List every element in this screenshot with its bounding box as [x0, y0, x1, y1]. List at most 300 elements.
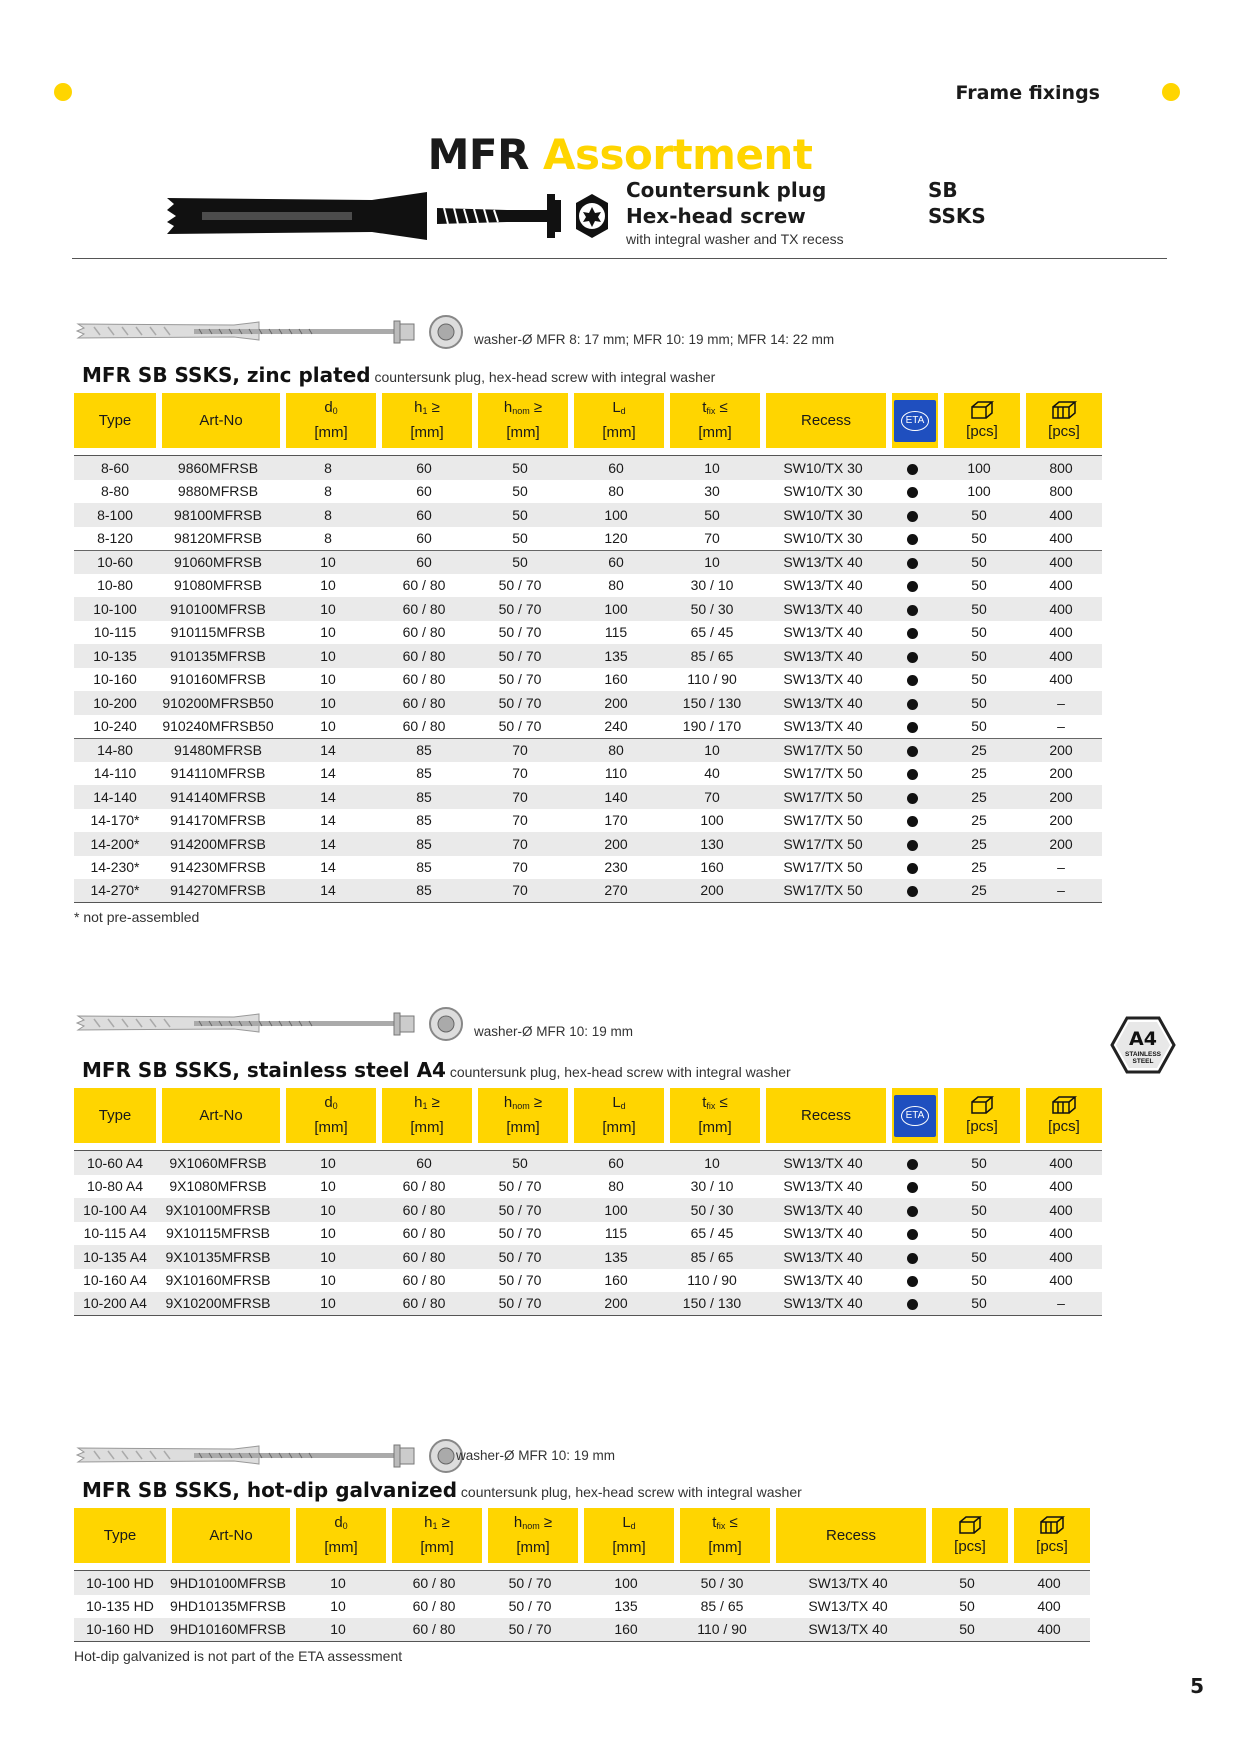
cell: SW13/TX 40 — [783, 577, 863, 594]
cell: 14 — [320, 765, 336, 782]
table-row — [74, 1222, 1102, 1246]
cell: SW17/TX 50 — [760, 738, 886, 762]
cell: 10-80 — [97, 577, 133, 594]
cell: 400 — [1049, 530, 1073, 547]
cell: 50 — [512, 530, 528, 547]
cell: 9X10115MFRSB — [165, 1225, 270, 1242]
hero-codes — [928, 177, 986, 229]
cell: 190 / 170 — [682, 718, 742, 735]
bullet-icon — [907, 605, 918, 616]
cell: 160 — [604, 1272, 628, 1289]
cell: 50 — [938, 1151, 1020, 1175]
cell: SW17/TX 50 — [783, 765, 863, 782]
cell: 9X1080MFRSB — [169, 1178, 267, 1195]
hero-description — [626, 177, 844, 247]
cell: 240 — [604, 718, 628, 735]
cell: 10 — [290, 1571, 386, 1595]
cell: 50 — [512, 483, 528, 500]
cell: 914140MFRSB — [156, 785, 280, 809]
cell: 50 / 70 — [498, 624, 542, 641]
col-hnom: $h_{nom}$ ≥ [mm] — [482, 1508, 578, 1563]
decor-dot-right — [1162, 83, 1180, 101]
cell: 10-160 HD — [74, 1618, 166, 1642]
cell: SW17/TX 50 — [760, 785, 886, 809]
cell: 9HD10135MFRSB — [170, 1598, 286, 1615]
cell: 10-135 A4 — [74, 1245, 156, 1269]
eta-mark — [886, 762, 938, 786]
bullet-icon — [907, 793, 918, 804]
cell: 50 / 70 — [472, 644, 568, 668]
cell: 14-110 — [93, 765, 137, 782]
cell: 85 / 65 — [664, 1245, 760, 1269]
page-number: 5 — [1190, 1674, 1204, 1698]
cell: 50 — [938, 1198, 1020, 1222]
table-row — [74, 644, 1102, 668]
cell: 10 — [330, 1598, 346, 1615]
cell: 85 — [416, 765, 432, 782]
table-row — [74, 1595, 1090, 1619]
cell: 400 — [1049, 1178, 1073, 1195]
cell: 400 — [1020, 597, 1102, 621]
cell: 10 — [320, 1272, 336, 1289]
cell: 70 — [664, 785, 760, 809]
cell: SW10/TX 30 — [760, 503, 886, 527]
cell: 14-170* — [90, 812, 140, 829]
cell: 85 — [376, 832, 472, 856]
cell: 65 / 45 — [690, 1225, 734, 1242]
cell: 8-60 — [74, 456, 156, 480]
a4-badge-line1: STAINLESS — [1125, 1051, 1161, 1058]
cell: 8-80 — [100, 483, 130, 500]
cell: 400 — [1020, 503, 1102, 527]
cell: 50 — [926, 1618, 1008, 1642]
cell: 100 — [938, 456, 1020, 480]
hero-product-icon — [162, 190, 612, 242]
col-hnom: $h_{nom}$ ≥ [mm] — [472, 1088, 568, 1143]
cell: 70 — [512, 812, 528, 829]
table-row — [74, 856, 1102, 880]
col-artno: Art-No — [166, 1508, 290, 1563]
cell: 110 — [604, 765, 628, 782]
cell: 10 — [664, 550, 760, 574]
cell: SW13/TX 40 — [760, 550, 886, 574]
cell: 9X10135MFRSB — [156, 1245, 280, 1269]
cell: 60 — [416, 483, 432, 500]
cell: 91060MFRSB — [156, 550, 280, 574]
cell: 50 — [472, 456, 568, 480]
cell: 135 — [614, 1598, 638, 1615]
cell: 60 — [376, 456, 472, 480]
eta-mark — [886, 1269, 938, 1293]
cell: 60 — [416, 530, 432, 547]
cell: SW13/TX 40 — [760, 1198, 886, 1222]
cell: 100 — [967, 483, 991, 500]
eta-mark — [886, 456, 938, 480]
zinc-section-title-bold: MFR SB SSKS, zinc plated — [82, 363, 371, 387]
hd-section-title — [82, 1478, 802, 1502]
table-row — [74, 1618, 1090, 1642]
cell: 170 — [604, 812, 628, 829]
cell: 60 — [376, 503, 472, 527]
col-type: Type — [74, 1508, 166, 1563]
cell: 200 — [1020, 832, 1102, 856]
cell: 80 — [608, 577, 624, 594]
cell: 200 — [568, 832, 664, 856]
cell: 9X10160MFRSB — [165, 1272, 271, 1289]
divider — [72, 258, 1167, 259]
eta-mark — [886, 856, 938, 880]
cell: 9860MFRSB — [156, 456, 280, 480]
cell: 200 — [1049, 765, 1073, 782]
table-row — [74, 691, 1102, 715]
col-hnom: $h_{nom}$ ≥ [mm] — [472, 393, 568, 448]
cell: 10-115 A4 — [83, 1225, 147, 1242]
cell: 400 — [1037, 1598, 1061, 1615]
col-eta — [886, 1088, 938, 1143]
cell: 130 — [664, 832, 760, 856]
cell: SW13/TX 40 — [783, 1178, 863, 1195]
hd-footnote: Hot-dip galvanized is not part of the ETA assessment — [74, 1647, 403, 1664]
bullet-icon — [907, 1299, 918, 1310]
bullet-icon — [907, 511, 918, 522]
a4-section-title-bold: MFR SB SSKS, stainless steel A4 — [82, 1058, 446, 1082]
cell: 400 — [1020, 644, 1102, 668]
eta-mark — [886, 715, 938, 739]
col-pcs-carton: [pcs] — [1008, 1508, 1090, 1563]
cell: 50 — [971, 577, 987, 594]
cell: 914110MFRSB — [170, 765, 266, 782]
cell: 135 — [568, 1245, 664, 1269]
cell: 160 — [700, 859, 724, 876]
box-icon — [970, 1095, 994, 1115]
cell: 50 — [926, 1571, 1008, 1595]
a4-badge-line2: STEEL — [1132, 1058, 1154, 1065]
cell: SW17/TX 50 — [760, 879, 886, 903]
cell: 25 — [938, 832, 1020, 856]
cell: 110 / 90 — [674, 1618, 770, 1642]
cell: 8 — [280, 456, 376, 480]
carton-icon — [1039, 1515, 1065, 1535]
table-row — [74, 550, 1102, 574]
cell: – — [1057, 859, 1065, 876]
cell: 60 — [568, 550, 664, 574]
cell: 10 — [664, 1151, 760, 1175]
table-row — [74, 1175, 1102, 1199]
table-row — [74, 1198, 1102, 1222]
cell: 10-100 A4 — [74, 1198, 156, 1222]
col-h1: $h_1$ ≥ [mm] — [386, 1508, 482, 1563]
cell: – — [1020, 691, 1102, 715]
carton-icon — [1051, 1095, 1077, 1115]
col-ld: $L_d$ [mm] — [568, 1088, 664, 1143]
cell: 50 / 70 — [498, 1178, 542, 1195]
cell: 10 — [320, 718, 336, 735]
cell: 8 — [324, 530, 332, 547]
cell: 135 — [568, 644, 664, 668]
cell: 50 / 70 — [498, 1225, 542, 1242]
bullet-icon — [907, 1206, 918, 1217]
cell: 10-200 A4 — [74, 1292, 156, 1316]
box-icon — [970, 400, 994, 420]
cell: 9X1060MFRSB — [156, 1151, 280, 1175]
cell: 85 — [376, 785, 472, 809]
cell: 10-135 HD — [86, 1598, 154, 1615]
col-artno: Art-No — [156, 1088, 280, 1143]
cell: 25 — [938, 785, 1020, 809]
cell: 10-200 — [74, 691, 156, 715]
a4-product-icon — [74, 1002, 474, 1046]
cell: 50 / 70 — [472, 1198, 568, 1222]
cell: SW13/TX 40 — [783, 1272, 863, 1289]
cell: 25 — [938, 738, 1020, 762]
box-icon — [958, 1515, 982, 1535]
product-line-detail: with integral washer and TX recess — [626, 231, 844, 247]
cell: 10 — [280, 597, 376, 621]
cell: 100 — [700, 812, 724, 829]
table-row — [74, 527, 1102, 551]
cell: 400 — [1049, 624, 1073, 641]
eta-mark — [886, 550, 938, 574]
cell: 60 / 80 — [376, 1198, 472, 1222]
cell: 9HD10160MFRSB — [166, 1618, 290, 1642]
cell: 100 — [568, 503, 664, 527]
cell: 50 / 30 — [674, 1571, 770, 1595]
code-ssks: SSKS — [928, 204, 986, 228]
cell: 270 — [568, 879, 664, 903]
eta-mark — [886, 1245, 938, 1269]
cell: 25 — [971, 765, 987, 782]
col-pcs-carton: [pcs] — [1020, 1088, 1102, 1143]
bullet-icon — [907, 1229, 918, 1240]
cell: 50 — [938, 691, 1020, 715]
cell: 60 / 80 — [402, 1225, 446, 1242]
table-row — [74, 1151, 1102, 1175]
cell: 50 / 70 — [472, 691, 568, 715]
cell: 50 — [971, 530, 987, 547]
cell: 10-80 A4 — [86, 1178, 144, 1195]
eta-approval-icon: ETA — [894, 1095, 936, 1137]
cell: 910100MFRSB — [156, 597, 280, 621]
cell: 60 / 80 — [402, 624, 446, 641]
cell: 70 — [512, 859, 528, 876]
cell: 10 — [280, 1151, 376, 1175]
eta-mark — [886, 1198, 938, 1222]
cell: 8-120 — [97, 530, 133, 547]
table-row — [74, 480, 1102, 504]
col-pcs-carton: [pcs] — [1020, 393, 1102, 448]
col-h1: $h_1$ ≥ [mm] — [376, 393, 472, 448]
cell: 60 — [568, 1151, 664, 1175]
a4-spec-table — [74, 1088, 1102, 1316]
cell: SW13/TX 40 — [783, 671, 863, 688]
table-row — [74, 503, 1102, 527]
cell: SW13/TX 40 — [760, 691, 886, 715]
cell: 91080MFRSB — [174, 577, 262, 594]
cell: 14 — [280, 879, 376, 903]
hd-washer-note: washer-Ø MFR 10: 19 mm — [456, 1448, 616, 1463]
cell: 50 — [971, 671, 987, 688]
cell: 50 — [472, 503, 568, 527]
cell: 70 — [472, 738, 568, 762]
cell: 50 / 70 — [482, 1618, 578, 1642]
cell: 8 — [280, 503, 376, 527]
col-eta — [886, 393, 938, 448]
cell: 60 / 80 — [402, 718, 446, 735]
cell: 400 — [1049, 577, 1073, 594]
cell: 910200MFRSB50 — [156, 691, 280, 715]
hd-section-title-bold: MFR SB SSKS, hot-dip galvanized — [82, 1478, 458, 1502]
title-bold: MFR — [427, 130, 529, 179]
bullet-icon — [907, 1159, 918, 1170]
eta-mark — [886, 644, 938, 668]
cell: 50 / 70 — [472, 597, 568, 621]
cell: SW13/TX 40 — [760, 644, 886, 668]
cell: 60 / 80 — [376, 1245, 472, 1269]
col-pcs-box: [pcs] — [938, 393, 1020, 448]
cell: 14 — [280, 832, 376, 856]
cell: 60 / 80 — [376, 691, 472, 715]
cell: 10-60 — [74, 550, 156, 574]
cell: 70 — [472, 832, 568, 856]
cell: 25 — [971, 812, 987, 829]
cell: 50 — [938, 1245, 1020, 1269]
cell: 914230MFRSB — [170, 859, 266, 876]
cell: 10 — [280, 691, 376, 715]
cell: 70 — [472, 879, 568, 903]
cell: 85 — [416, 859, 432, 876]
page-title — [0, 130, 1240, 179]
cell: 50 — [472, 550, 568, 574]
cell: 60 / 80 — [402, 671, 446, 688]
hd-section-title-desc: countersunk plug, hex-head screw with integral washer — [457, 1484, 802, 1500]
cell: SW13/TX 40 — [770, 1571, 926, 1595]
bullet-icon — [907, 652, 918, 663]
cell: SW13/TX 40 — [760, 597, 886, 621]
cell: 9880MFRSB — [177, 483, 259, 500]
cell: 10 — [664, 456, 760, 480]
col-d0: $d_0$ [mm] — [280, 393, 376, 448]
table-row — [74, 1245, 1102, 1269]
cell: 9X10200MFRSB — [156, 1292, 280, 1316]
cell: 60 / 80 — [376, 597, 472, 621]
cell: 70 — [512, 765, 528, 782]
cell: 400 — [1049, 1225, 1073, 1242]
cell: 25 — [938, 879, 1020, 903]
col-pcs-box: [pcs] — [938, 1088, 1020, 1143]
cell: 10 — [320, 1225, 336, 1242]
stainless-steel-a4-badge — [1110, 1016, 1176, 1074]
cell: 9HD10100MFRSB — [166, 1571, 290, 1595]
cell: 14 — [320, 859, 336, 876]
cell: 85 — [416, 812, 432, 829]
cell: SW17/TX 50 — [783, 812, 863, 829]
cell: 91480MFRSB — [156, 738, 280, 762]
a4-section-title-desc: countersunk plug, hex-head screw with integral washer — [445, 1064, 791, 1080]
cell: 60 / 80 — [402, 1272, 446, 1289]
cell: 100 — [568, 597, 664, 621]
cell: 8-100 — [74, 503, 156, 527]
eta-mark — [886, 691, 938, 715]
cell: 200 — [568, 1292, 664, 1316]
cell: 60 — [568, 456, 664, 480]
zinc-washer-note: washer-Ø MFR 8: 17 mm; MFR 10: 19 mm; MFR 14: 22 mm — [474, 332, 835, 347]
col-tfix: $t_{fix}$ ≤ [mm] — [674, 1508, 770, 1563]
cell: 10 — [280, 644, 376, 668]
cell: SW13/TX 40 — [783, 624, 863, 641]
cell: 50 / 70 — [498, 577, 542, 594]
col-recess: Recess — [760, 1088, 886, 1143]
cell: 30 / 10 — [690, 577, 734, 594]
cell: 400 — [1008, 1618, 1090, 1642]
cell: 200 — [1020, 785, 1102, 809]
cell: 400 — [1020, 1198, 1102, 1222]
cell: SW10/TX 30 — [783, 483, 863, 500]
bullet-icon — [907, 558, 918, 569]
cell: 60 — [376, 550, 472, 574]
cell: SW13/TX 40 — [760, 1292, 886, 1316]
cell: 25 — [971, 859, 987, 876]
cell: SW10/TX 30 — [760, 456, 886, 480]
cell: SW10/TX 30 — [783, 530, 863, 547]
bullet-icon — [907, 886, 918, 897]
cell: 50 — [472, 1151, 568, 1175]
bullet-icon — [907, 1182, 918, 1193]
eta-mark — [886, 738, 938, 762]
cell: 400 — [1020, 1151, 1102, 1175]
cell: 60 / 80 — [386, 1571, 482, 1595]
zinc-section-title-desc: countersunk plug, hex-head screw with integral washer — [370, 369, 716, 385]
col-d0: $d_0$ [mm] — [290, 1508, 386, 1563]
bullet-icon — [907, 487, 918, 498]
eta-mark — [886, 879, 938, 903]
cell: 85 — [376, 879, 472, 903]
cell: 50 — [971, 624, 987, 641]
cell: 50 — [938, 597, 1020, 621]
cell: 50 / 70 — [472, 1292, 568, 1316]
cell: 400 — [1020, 550, 1102, 574]
cell: 140 — [568, 785, 664, 809]
eta-mark — [886, 785, 938, 809]
hd-product-icon — [74, 1434, 474, 1478]
cell: 910115MFRSB — [170, 624, 266, 641]
cell: 150 / 130 — [664, 1292, 760, 1316]
table-row — [74, 456, 1102, 480]
cell: 910240MFRSB50 — [162, 718, 274, 735]
cell: 400 — [1020, 1245, 1102, 1269]
cell: SW13/TX 40 — [770, 1618, 926, 1642]
bullet-icon — [907, 675, 918, 686]
eta-mark — [886, 597, 938, 621]
zinc-section-title — [82, 363, 715, 387]
col-recess: Recess — [770, 1508, 926, 1563]
cell: 14-80 — [74, 738, 156, 762]
cell: SW13/TX 40 — [808, 1598, 888, 1615]
cell: 150 / 130 — [664, 691, 760, 715]
col-h1: $h_1$ ≥ [mm] — [376, 1088, 472, 1143]
section-label: Frame fixings — [955, 82, 1100, 104]
cell: 200 — [1049, 812, 1073, 829]
cell: 80 — [568, 738, 664, 762]
cell: 70 — [472, 785, 568, 809]
eta-mark — [886, 668, 938, 692]
hd-spec-table — [74, 1508, 1090, 1642]
table-row — [74, 621, 1102, 645]
cell: 50 — [959, 1598, 975, 1615]
eta-mark — [886, 1151, 938, 1175]
eta-mark — [886, 1292, 938, 1316]
table-row — [74, 597, 1102, 621]
cell: 14 — [320, 812, 336, 829]
